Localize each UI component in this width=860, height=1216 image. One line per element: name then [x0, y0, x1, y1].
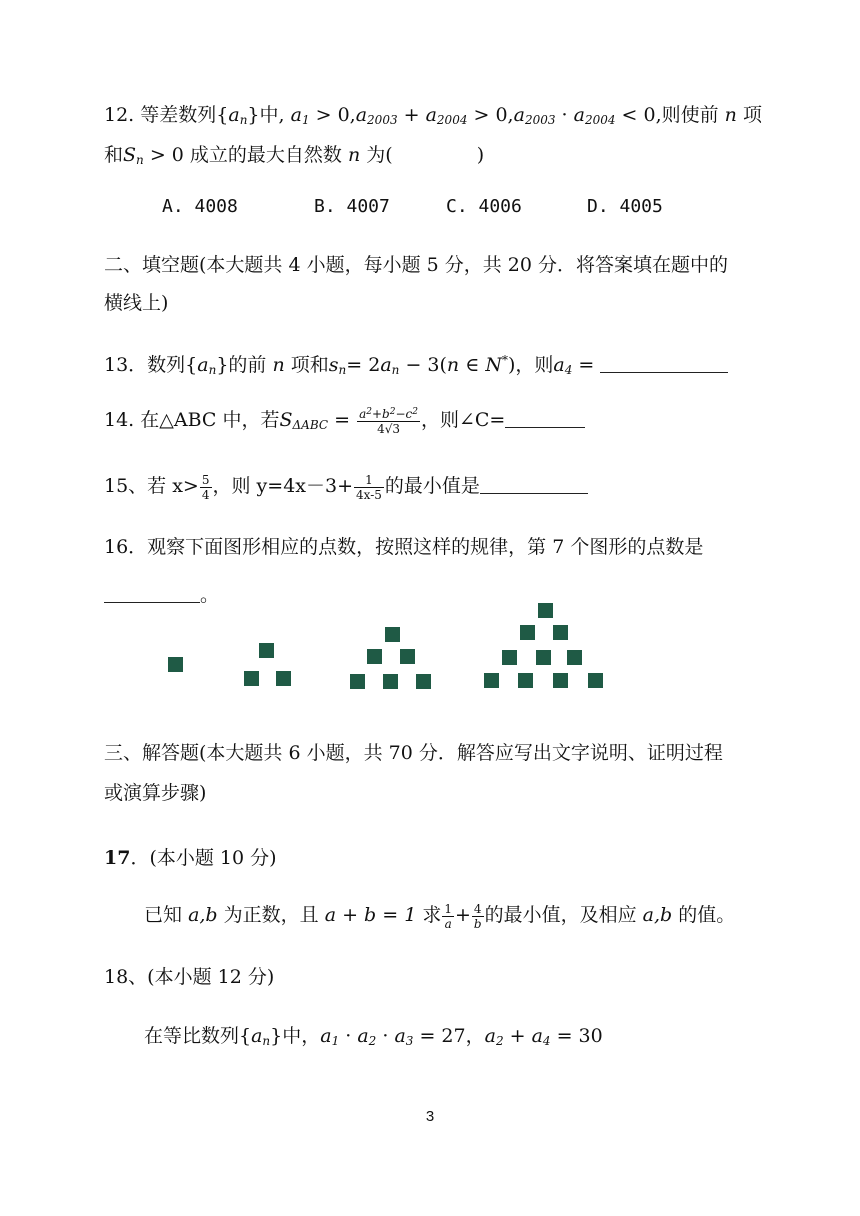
- math-n: n: [724, 104, 737, 126]
- q18-text: ，: [465, 1025, 485, 1047]
- dot: [385, 627, 400, 642]
- q17-text: 求: [422, 904, 442, 926]
- option-a[interactable]: A. 4008: [162, 196, 238, 217]
- math-n-in-n: n ∈ N*: [446, 353, 508, 376]
- q14-text: 14. 在△ABC 中，若: [104, 409, 280, 431]
- math-a-n: $a_n$: [380, 354, 400, 377]
- dot: [168, 657, 183, 672]
- q14: 14. 在△ABC 中，若$S_{\Delta ABC}$ = $\frac{a^2+b^2-c^2}{4√3}$ ，则∠C=: [104, 405, 585, 436]
- q17-header: [104, 843, 277, 873]
- math-n: n: [272, 354, 285, 376]
- math-n: n: [347, 144, 361, 166]
- section3-heading: 三、解答题(本大题共 6 小题，共 70 分．解答应写出文字说明、证明过程: [104, 742, 723, 764]
- q14-text: ，则∠C=: [420, 409, 506, 431]
- q13-text: 13．数列{: [104, 354, 198, 376]
- math-s-abc: $S_{\Delta ABC}$: [279, 409, 329, 432]
- fraction-numerator: 1: [354, 473, 384, 488]
- q16-line1: 16．观察下面图形相应的点数，按照这样的规律，第 7 个图形的点数是: [104, 536, 704, 558]
- figure-4: [484, 603, 603, 688]
- q13-text: =: [572, 354, 595, 376]
- q17-number: 17: [104, 847, 131, 869]
- math-a-b: a,b: [188, 904, 218, 926]
- fraction-denominator: 4x-5: [356, 487, 382, 502]
- q12-text: ): [476, 144, 485, 166]
- dot: [520, 625, 535, 640]
- q12-text: 12. 等差数列{: [104, 104, 229, 126]
- dot: [502, 650, 517, 665]
- dot: [350, 674, 365, 689]
- dot: [484, 673, 499, 688]
- math-sn: $S_n > 0$: [123, 144, 190, 167]
- q12-text: ,则使前: [655, 104, 719, 126]
- q17-body: 已知 a,b 为正数，且 a + b = 1 求 $\frac{1}{a}$ + $\frac{4}{b}$ 的最小值，及相应 a,b 的值。: [144, 901, 736, 931]
- dot: [553, 673, 568, 688]
- figure-3: [350, 627, 431, 689]
- q12-line1: [104, 100, 762, 130]
- math-product: $a_1 \cdot a_2 \cdot a_3 = 27$: [320, 1025, 466, 1048]
- q13-text: }的前: [216, 354, 267, 376]
- q15-text: 15、若 x>: [104, 475, 199, 497]
- dot: [400, 649, 415, 664]
- answer-blank-13[interactable]: [600, 354, 728, 373]
- dot: [538, 603, 553, 618]
- math-a-n: $a_n$: [251, 1025, 271, 1048]
- math-a-plus-b: a + b = 1: [324, 904, 417, 926]
- q18-text: }中，: [270, 1025, 321, 1047]
- dot: [588, 673, 603, 688]
- fraction-denominator: a: [444, 916, 452, 931]
- figure-2: [244, 643, 291, 686]
- dot: [276, 671, 291, 686]
- q17-text: 已知: [144, 904, 183, 926]
- math-a-n: $a_n$: [228, 104, 248, 127]
- answer-blank-15[interactable]: [480, 475, 588, 494]
- page-number: 3: [425, 1108, 435, 1125]
- dot: [367, 649, 382, 664]
- fraction-1-a: [442, 902, 454, 931]
- q17-text: 为正数，且: [223, 904, 319, 926]
- fraction-4-b: [472, 902, 484, 931]
- fraction-5-4: [200, 473, 212, 502]
- q12-line2: [104, 140, 484, 170]
- q12-text: 为(: [366, 144, 393, 166]
- q15-text: ，则 y=4x－3+: [212, 475, 354, 497]
- math-s-n: $s_n$: [328, 354, 347, 377]
- q12-text: 和: [104, 144, 124, 166]
- dot: [259, 643, 274, 658]
- math-condition: $a_1 > 0,a_{2003} + a_{2004} > 0,a_{2003} \cdot a_{2004} < 0$: [290, 104, 656, 127]
- figure-1: [168, 657, 183, 672]
- section3-heading-cont: 或演算步骤): [104, 782, 207, 804]
- dot: [383, 674, 398, 689]
- section2-heading: 二、填空题(本大题共 4 小题，每小题 5 分，共 20 分．将答案填在题中的: [104, 254, 729, 276]
- q12-text: 成立的最大自然数: [189, 144, 342, 166]
- q18-body: [144, 1021, 603, 1051]
- q13-text: )，则: [507, 354, 554, 376]
- math-a-n: $a_n$: [197, 354, 217, 377]
- fraction-numerator: 5: [201, 472, 210, 487]
- fraction-denominator: b: [473, 916, 482, 931]
- option-d[interactable]: D. 4005: [587, 196, 663, 217]
- option-b[interactable]: B. 4007: [314, 196, 390, 217]
- q12-text: 项: [742, 104, 762, 126]
- fraction-numerator: 1: [444, 901, 452, 916]
- q15-text: 的最小值是: [384, 475, 480, 497]
- dot: [536, 650, 551, 665]
- dot: [518, 673, 533, 688]
- math-sum: $a_2 + a_4 = 30$: [484, 1025, 603, 1048]
- dot: [244, 671, 259, 686]
- q13: [104, 350, 728, 380]
- math-a-b: a,b: [642, 904, 673, 926]
- q13-text: − 3(: [399, 354, 447, 376]
- q12-text: }中,: [247, 104, 285, 126]
- q17-text: 的最小值，及相应: [484, 904, 637, 926]
- answer-blank-14[interactable]: [505, 409, 585, 428]
- q17-text: 的值。: [678, 904, 736, 926]
- fraction-numerator: 4: [472, 902, 484, 917]
- q13-text: = 2: [346, 354, 381, 376]
- section2-heading-cont: 横线上): [104, 292, 169, 314]
- dot: [416, 674, 431, 689]
- q17-points: ．(本小题 10 分): [130, 847, 277, 869]
- option-c[interactable]: C. 4006: [446, 196, 522, 217]
- fraction-denominator: 4: [201, 487, 210, 502]
- q18-text: 在等比数列{: [144, 1025, 252, 1047]
- q16-text: 。: [200, 584, 220, 606]
- math-a4: $a_4$: [553, 354, 573, 377]
- q13-text: 项和: [290, 354, 329, 376]
- math-area-fraction: $\frac{a^2+b^2-c^2}{4√3}$: [359, 406, 418, 436]
- dot: [553, 625, 568, 640]
- fraction-1-4x-5: [354, 473, 384, 502]
- q18-header: 18、(本小题 12 分): [104, 966, 275, 988]
- q15: [104, 471, 588, 502]
- dot-pattern-figure: [0, 598, 860, 718]
- dot: [567, 650, 582, 665]
